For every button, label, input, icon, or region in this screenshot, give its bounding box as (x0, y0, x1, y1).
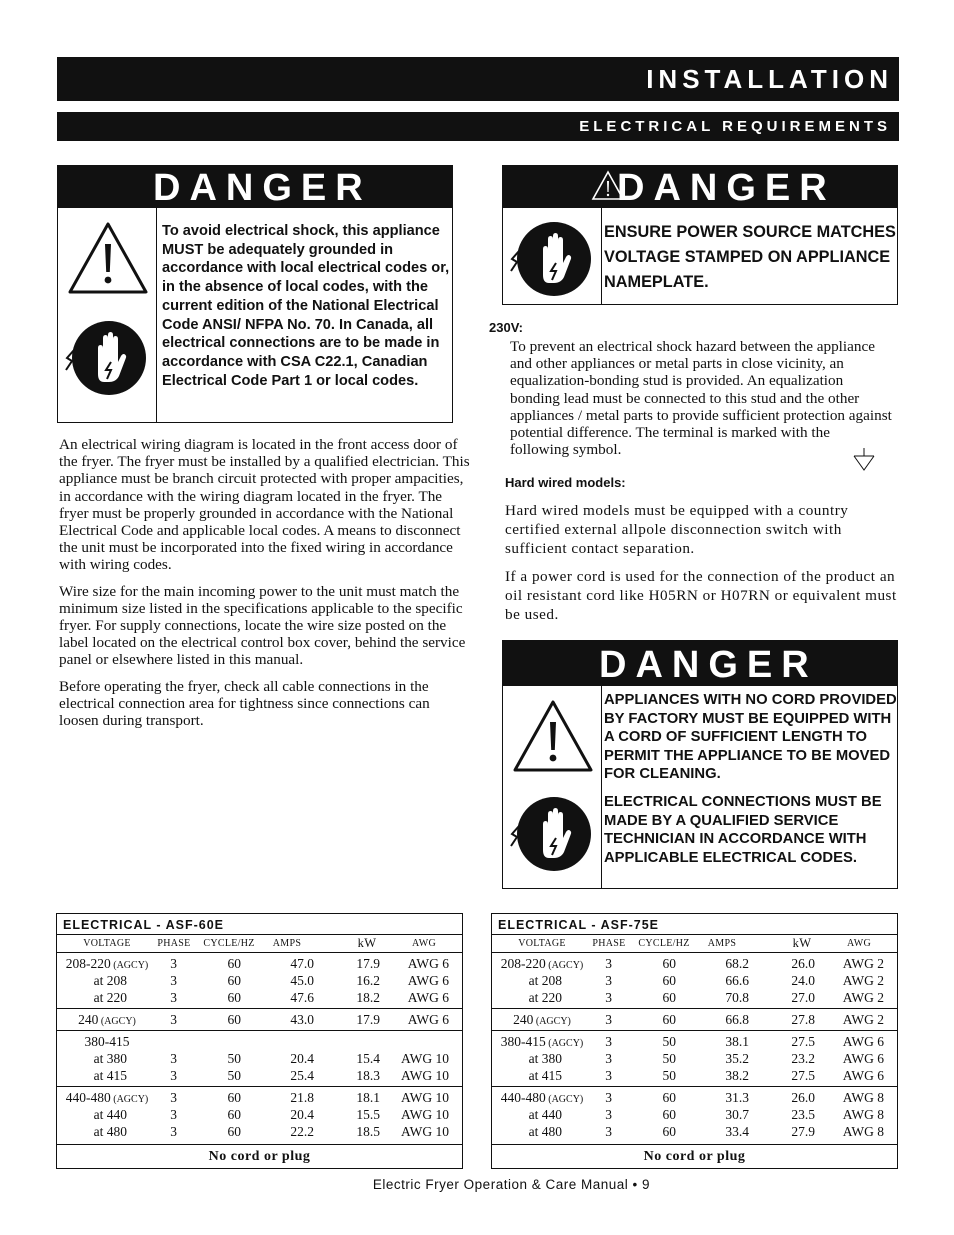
agency-suffix: (AGCY) (533, 1016, 571, 1027)
kw-cell: 15.4 (356, 1051, 380, 1066)
cycle-cell: 60 (662, 1124, 676, 1139)
warning-triangle-icon (66, 220, 150, 296)
column-header: CYCLE/HZ (203, 938, 255, 949)
electric-shock-hand-icon (64, 314, 150, 400)
kw-cell: 23.5 (791, 1107, 815, 1122)
section-title: INSTALLATION (57, 57, 899, 101)
danger-text (604, 691, 898, 876)
table-rule (57, 1144, 462, 1145)
amps-cell: 31.3 (725, 1090, 749, 1105)
agency-suffix: (AGCY) (545, 1038, 584, 1049)
awg-cell: AWG 10 (400, 1068, 449, 1083)
kw-cell: 27.5 (791, 1034, 815, 1049)
danger-box-voltage (502, 165, 898, 305)
cycle-cell: 50 (662, 1034, 676, 1049)
phase-cell: 3 (605, 1124, 612, 1139)
column-header: AMPS (707, 938, 737, 949)
cycle-cell: 50 (662, 1051, 676, 1066)
column-header: VOLTAGE (518, 938, 566, 949)
cycle-cell: 60 (227, 973, 241, 988)
phase-cell: 3 (170, 1090, 177, 1105)
cycle-cell: 60 (662, 1012, 676, 1027)
awg-cell: AWG 10 (400, 1090, 449, 1105)
amps-cell: 47.0 (290, 956, 314, 971)
voltage-cell: at 415 (93, 1068, 128, 1083)
electric-shock-hand-icon (509, 790, 595, 876)
column-header: AWG (412, 938, 436, 949)
danger-text: To avoid electrical shock, this appliance MUST be adequately grounded in accordance with local electrical codes or, in the absence of local codes, with the current edition of the National Electrical Code ANSI/ NFPA No. 70. In Canada, all electrical connections are to be made in accordance with CSA C22.1, Canadian Electrical Code Part 1 or local codes. (162, 223, 450, 389)
cycle-cell: 60 (662, 1090, 676, 1105)
column-header: AWG (847, 938, 871, 949)
amps-cell: 22.2 (290, 1124, 314, 1139)
kw-cell: 27.9 (791, 1124, 815, 1139)
electrical-table-asf-75e (491, 913, 898, 1169)
paragraph: If a power cord is used for the connection of the product an oil resistant cord like H05RN or H07RN or equivalent must be used. (505, 567, 897, 624)
voltage-cell: 240 (AGCY) (513, 1012, 571, 1027)
awg-cell: AWG 8 (842, 1124, 884, 1139)
voltage-cell: 440-480 (AGCY) (500, 1090, 584, 1105)
awg-cell: AWG 10 (400, 1051, 449, 1066)
voltage-cell: 380-415 (AGCY) (500, 1034, 584, 1049)
awg-cell: AWG 6 (407, 956, 449, 971)
awg-cell: AWG 6 (407, 990, 449, 1005)
voltage-cell: 380-415 (84, 1034, 130, 1049)
table-rule (492, 1144, 897, 1145)
cycle-cell: 60 (662, 1107, 676, 1122)
amps-cell: 20.4 (290, 1107, 314, 1122)
phase-cell: 3 (170, 990, 177, 1005)
cycle-cell: 60 (227, 990, 241, 1005)
awg-cell: AWG 6 (842, 1051, 884, 1066)
danger-box-cord (502, 640, 898, 889)
danger-heading: DANGER (58, 166, 452, 208)
phase-cell: 3 (605, 1107, 612, 1122)
voltage-cell: at 480 (93, 1124, 128, 1139)
voltage-cell: at 220 (93, 990, 128, 1005)
voltage-cell: 440-480 (AGCY) (65, 1090, 149, 1105)
awg-cell: AWG 6 (842, 1034, 884, 1049)
voltage-cell: at 220 (528, 990, 563, 1005)
hard-wired-label: Hard wired models: (505, 475, 626, 490)
kw-cell: 27.0 (791, 990, 815, 1005)
phase-cell: 3 (605, 1012, 612, 1027)
voltage-cell: at 208 (528, 973, 563, 988)
awg-cell: AWG 2 (842, 956, 884, 971)
kw-cell: 17.9 (356, 1012, 380, 1027)
voltage-cell: 240 (AGCY) (78, 1012, 136, 1027)
amps-cell: 70.8 (725, 990, 749, 1005)
amps-cell: 66.6 (725, 973, 749, 988)
kw-cell: 18.1 (356, 1090, 380, 1105)
table-rule (57, 1086, 462, 1087)
column-header: CYCLE/HZ (638, 938, 690, 949)
column-header: VOLTAGE (83, 938, 131, 949)
table-rule (492, 1030, 897, 1031)
column-header: PHASE (592, 938, 626, 949)
table-rule (492, 1008, 897, 1009)
agency-suffix: (AGCY) (545, 1094, 584, 1105)
phase-cell: 3 (170, 1012, 177, 1027)
installation-body (59, 436, 471, 738)
awg-cell: AWG 8 (842, 1090, 884, 1105)
voltage-cell: at 480 (528, 1124, 563, 1139)
table-title: ELECTRICAL - ASF-75E (498, 918, 659, 932)
amps-cell: 68.2 (725, 956, 749, 971)
warning-triangle-icon (591, 170, 625, 202)
phase-cell: 3 (170, 1124, 177, 1139)
voltage-cell: at 208 (93, 973, 128, 988)
page-footer: Electric Fryer Operation & Care Manual • 9 (372, 1177, 650, 1192)
awg-cell: AWG 6 (407, 1012, 449, 1027)
awg-cell: AWG 10 (400, 1124, 449, 1139)
equipotential-bonding-icon (851, 447, 877, 473)
awg-cell: AWG 6 (842, 1068, 884, 1083)
voltage-cell: at 440 (93, 1107, 128, 1122)
paragraph: An electrical wiring diagram is located in the front access door of the fryer. The fryer must be installed by a qualified electrician. This appliance must be branch circuit protected with proper ampacities, in accordance with the wiring diagram located in the fryer. The fryer must be properly grounded in accordance with the National Electrical Code and applicable local codes. A means to disconnect the unit must be incorporated into the fixed wiring in accordance with wiring codes. (59, 436, 470, 574)
agency-suffix: (AGCY) (110, 1094, 149, 1105)
amps-cell: 38.2 (725, 1068, 749, 1083)
danger-heading: DANGER (503, 641, 897, 686)
kw-cell: 27.8 (791, 1012, 815, 1027)
hard-wired-text (505, 501, 900, 632)
awg-cell: AWG 8 (842, 1107, 884, 1122)
paragraph: Wire size for the main incoming power to the unit must match the minimum size listed in the specifications applicable to the specific fryer. For supply connections, locate the wire size posted on the label located on the electrical control box cover, behind the service panel or elsewhere listed in this manual. (59, 582, 466, 669)
section-subtitle: ELECTRICAL REQUIREMENTS (57, 112, 899, 141)
paragraph: Before operating the fryer, check all cable connections in the electrical connection area for tightness since connections can loosen during transport. (59, 677, 430, 730)
table-rule (57, 1030, 462, 1031)
phase-cell: 3 (170, 1068, 177, 1083)
table-rule (492, 952, 897, 953)
amps-cell: 38.1 (725, 1034, 749, 1049)
voltage-cell: 208-220 (AGCY) (65, 956, 149, 971)
cycle-cell: 50 (662, 1068, 676, 1083)
paragraph: APPLIANCES WITH NO CORD PROVIDED BY FACTORY MUST BE EQUIPPED WITH A CORD OF SUFFICIENT LENGTH TO PERMIT THE APPLIANCE TO BE MOVED FOR CLEANING. (604, 692, 897, 783)
amps-cell: 20.4 (290, 1051, 314, 1066)
cycle-cell: 60 (662, 956, 676, 971)
column-header: AMPS (272, 938, 302, 949)
phase-cell: 3 (605, 1068, 612, 1083)
table-rule (492, 934, 897, 935)
phase-cell: 3 (605, 990, 612, 1005)
kw-cell: 16.2 (356, 973, 380, 988)
amps-cell: 43.0 (290, 1012, 314, 1027)
danger-heading: DANGER (617, 167, 836, 209)
agency-suffix: (AGCY) (545, 960, 584, 971)
table-footer: No cord or plug (208, 1149, 311, 1164)
agency-suffix: (AGCY) (98, 1016, 136, 1027)
phase-cell: 3 (605, 956, 612, 971)
amps-cell: 30.7 (725, 1107, 749, 1122)
electrical-table-asf-60e (56, 913, 463, 1169)
cycle-cell: 60 (227, 1124, 241, 1139)
phase-cell: 3 (605, 1090, 612, 1105)
column-header: kW (357, 936, 377, 950)
awg-cell: AWG 10 (400, 1107, 449, 1122)
cycle-cell: 60 (662, 973, 676, 988)
amps-cell: 66.8 (725, 1012, 749, 1027)
awg-cell: AWG 6 (407, 973, 449, 988)
awg-cell: AWG 2 (842, 1012, 884, 1027)
phase-cell: 3 (170, 956, 177, 971)
kw-cell: 18.2 (356, 990, 380, 1005)
v230-text: To prevent an electrical shock hazard between the appliance and other appliances or metal parts in close vicinity, an equalization-bonding stud is provided. An equalization bonding lead must be connected to this stud and the other appliances / metal parts to provide sufficient protection against potential difference. The terminal is marked with the following symbol. (510, 338, 892, 459)
table-rule (57, 952, 462, 953)
agency-suffix: (AGCY) (110, 960, 149, 971)
table-rule (57, 1008, 462, 1009)
kw-cell: 15.5 (356, 1107, 380, 1122)
phase-cell: 3 (170, 973, 177, 988)
cycle-cell: 60 (662, 990, 676, 1005)
voltage-cell: at 380 (93, 1051, 128, 1066)
cycle-cell: 60 (227, 956, 241, 971)
amps-cell: 45.0 (290, 973, 314, 988)
kw-cell: 27.5 (791, 1068, 815, 1083)
cycle-cell: 60 (227, 1090, 241, 1105)
voltage-cell: at 415 (528, 1068, 563, 1083)
kw-cell: 18.5 (356, 1124, 380, 1139)
amps-cell: 21.8 (290, 1090, 314, 1105)
kw-cell: 18.3 (356, 1068, 380, 1083)
amps-cell: 33.4 (725, 1124, 749, 1139)
phase-cell: 3 (605, 1051, 612, 1066)
table-title: ELECTRICAL - ASF-60E (63, 918, 224, 932)
kw-cell: 26.0 (791, 956, 815, 971)
voltage-cell: 208-220 (AGCY) (500, 956, 584, 971)
column-header: kW (792, 936, 812, 950)
phase-cell: 3 (170, 1051, 177, 1066)
danger-box-grounding (57, 165, 453, 423)
voltage-cell: at 380 (528, 1051, 563, 1066)
kw-cell: 26.0 (791, 1090, 815, 1105)
cycle-cell: 50 (227, 1051, 241, 1066)
amps-cell: 25.4 (290, 1068, 314, 1083)
cycle-cell: 60 (227, 1107, 241, 1122)
paragraph: Hard wired models must be equipped with a country certified external allpole disconnection switch with sufficient contact separation. (505, 502, 849, 558)
awg-cell: AWG 2 (842, 990, 884, 1005)
amps-cell: 47.6 (290, 990, 314, 1005)
cycle-cell: 60 (227, 1012, 241, 1027)
kw-cell: 24.0 (791, 973, 815, 988)
phase-cell: 3 (605, 973, 612, 988)
table-rule (492, 1086, 897, 1087)
danger-text: ENSURE POWER SOURCE MATCHES VOLTAGE STAMPED ON APPLIANCE NAMEPLATE. (604, 223, 896, 291)
kw-cell: 17.9 (356, 956, 380, 971)
phase-cell: 3 (170, 1107, 177, 1122)
voltage-cell: at 440 (528, 1107, 563, 1122)
phase-cell: 3 (605, 1034, 612, 1049)
cycle-cell: 50 (227, 1068, 241, 1083)
v230-label: 230V: (489, 320, 523, 335)
amps-cell: 35.2 (725, 1051, 749, 1066)
table-footer: No cord or plug (643, 1149, 746, 1164)
electric-shock-hand-icon (509, 215, 595, 301)
kw-cell: 23.2 (791, 1051, 815, 1066)
table-rule (57, 934, 462, 935)
paragraph: ELECTRICAL CONNECTIONS MUST BE MADE BY A QUALIFIED SERVICE TECHNICIAN IN ACCORDANCE WITH APPLICABLE ELECTRICAL CODES. (604, 793, 882, 866)
awg-cell: AWG 2 (842, 973, 884, 988)
column-header: PHASE (157, 938, 191, 949)
warning-triangle-icon (511, 698, 595, 774)
